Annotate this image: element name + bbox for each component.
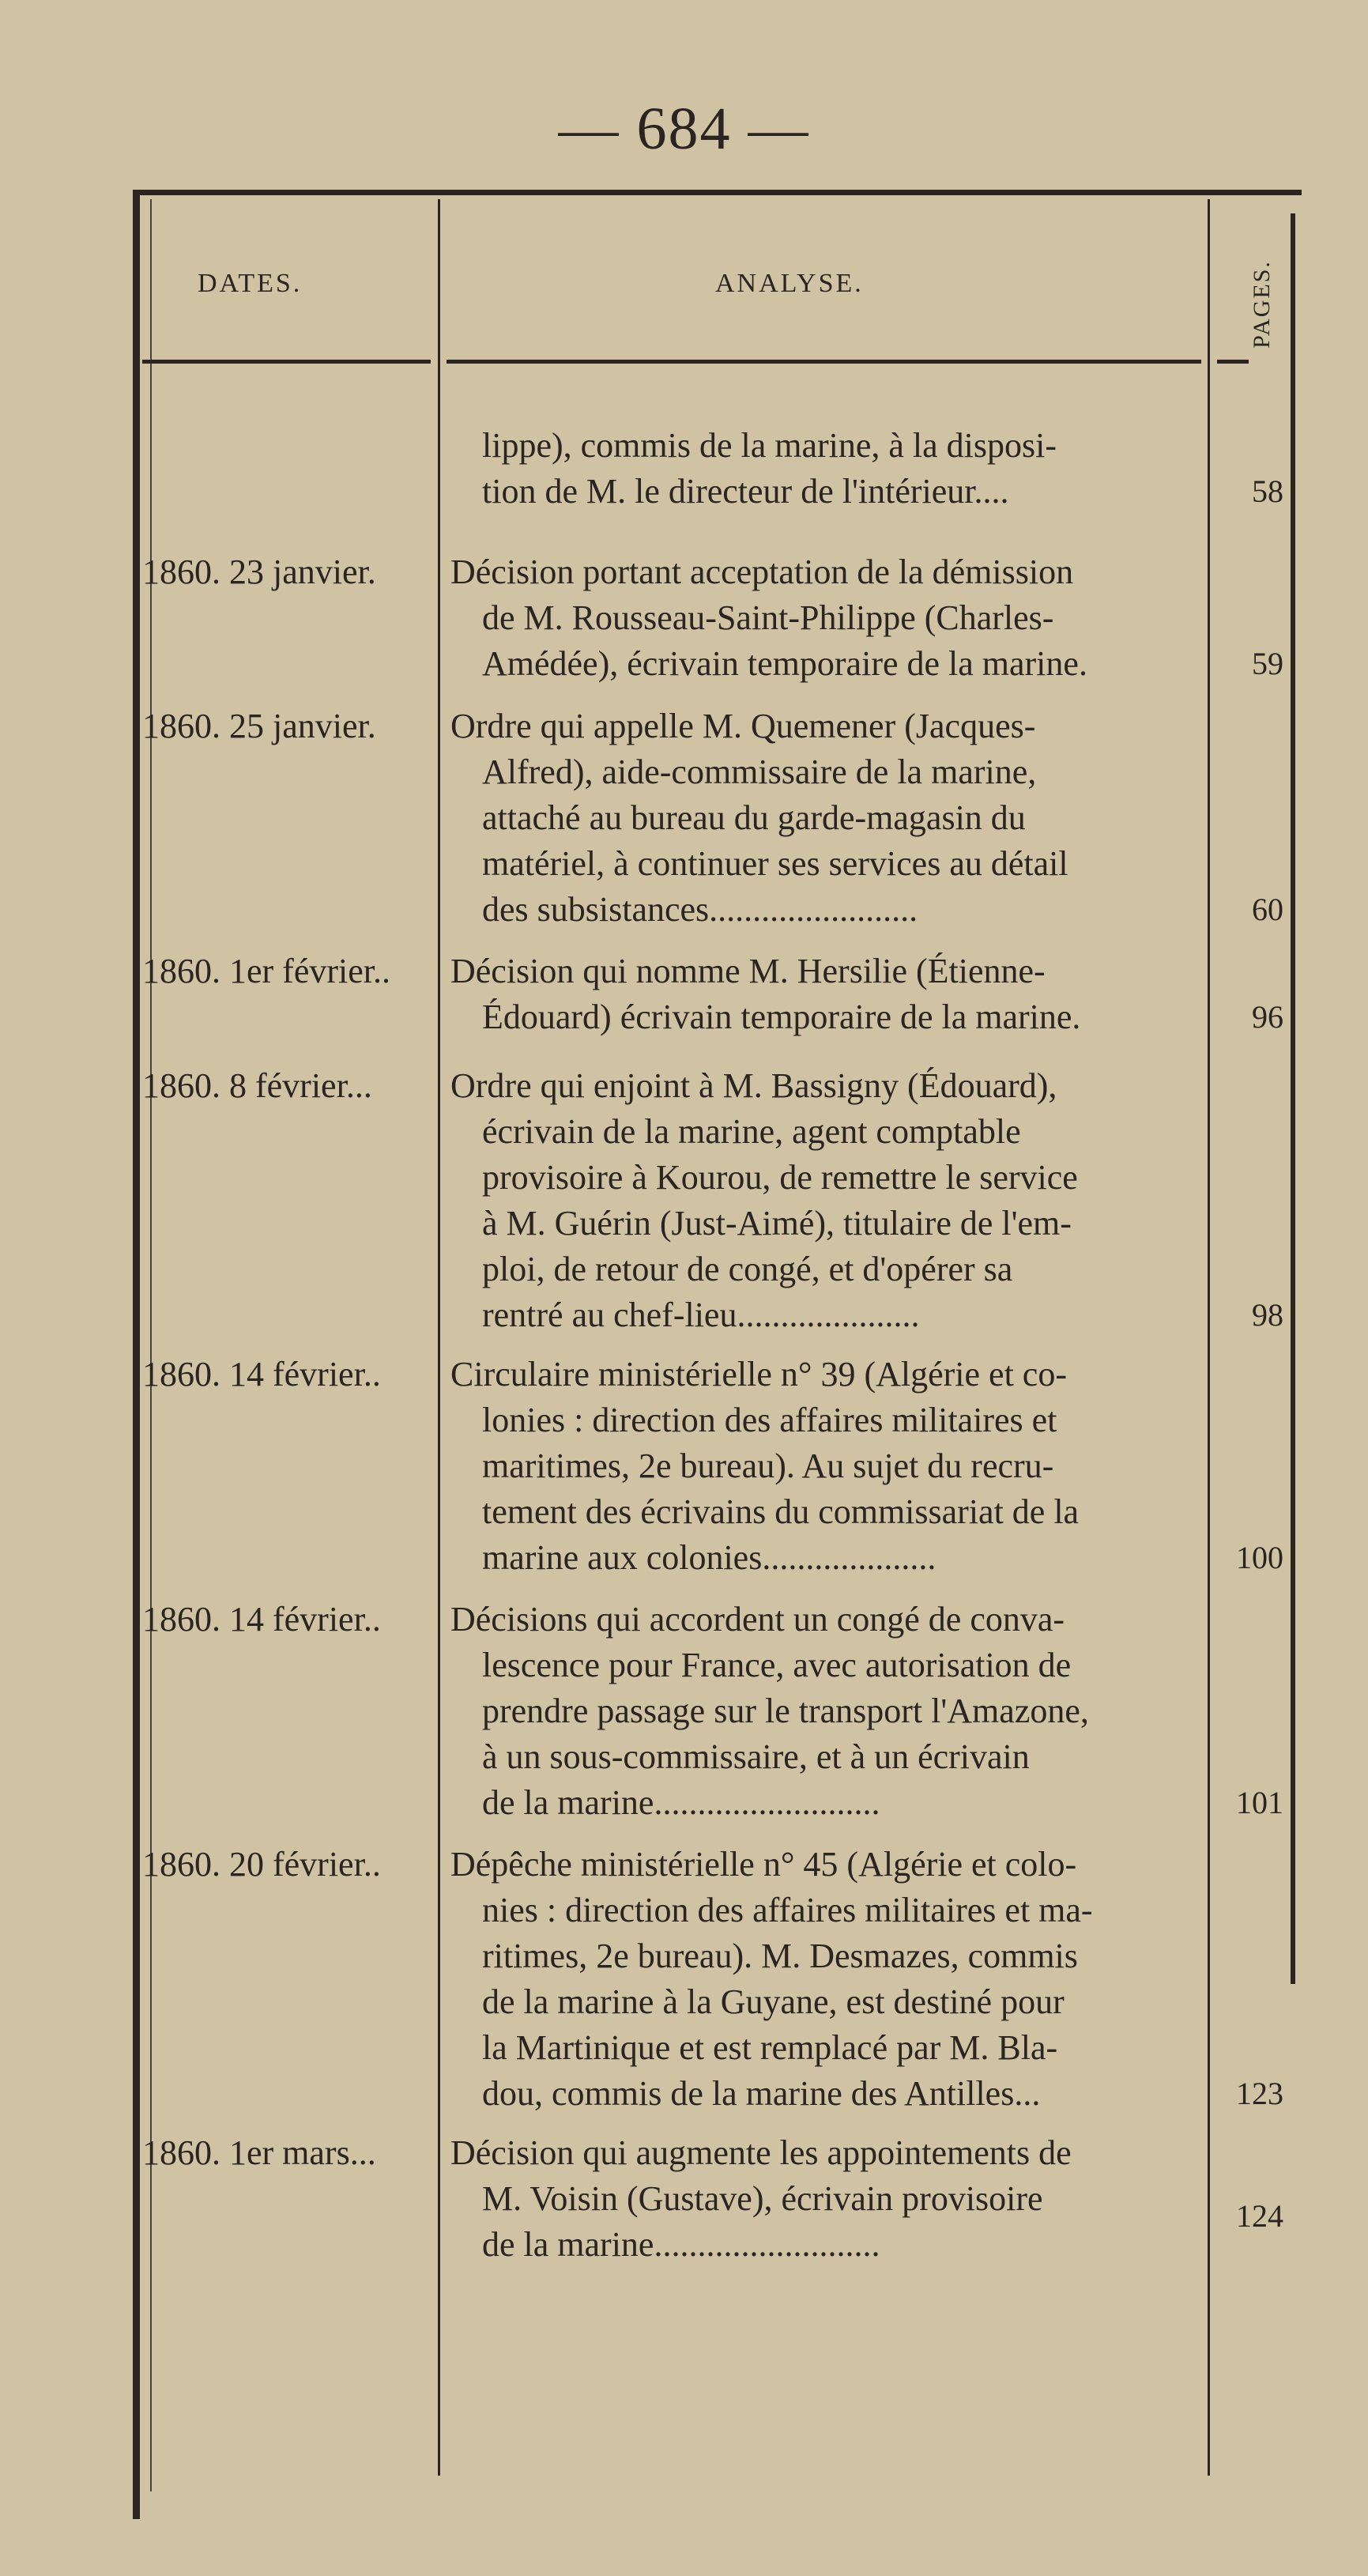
entry-analysis bbox=[450, 703, 1201, 933]
entry-date: 1860. 14 février.. bbox=[142, 1600, 381, 1639]
entry-date: 1860. 20 février.. bbox=[142, 1845, 381, 1884]
analysis-line: Ordre qui appelle M. Quemener (Jacques- bbox=[450, 707, 1036, 745]
analysis-line: attaché au bureau du garde-magasin du bbox=[482, 798, 1026, 837]
page-number: — 684 — bbox=[558, 96, 810, 162]
analysis-line: maritimes, 2e bureau). Au sujet du recru- bbox=[482, 1446, 1054, 1485]
analysis-line: Dépêche ministérielle n° 45 (Algérie et colo- bbox=[450, 1845, 1077, 1884]
entry-date: 1860. 1er mars... bbox=[142, 2133, 376, 2172]
analysis-line: de la marine.......................... bbox=[482, 2225, 880, 2264]
analysis-line: de M. Rousseau-Saint-Philippe (Charles- bbox=[482, 598, 1054, 637]
analysis-line: ploi, de retour de congé, et d'opérer sa bbox=[482, 1250, 1013, 1288]
analysis-line: Édouard) écrivain temporaire de la marine. bbox=[482, 998, 1081, 1036]
analysis-line: à un sous-commissaire, et à un écrivain bbox=[482, 1737, 1030, 1776]
analysis-line: de la marine.......................... bbox=[482, 1783, 880, 1822]
entry-page: 58 bbox=[1252, 473, 1283, 509]
analysis-line: la Martinique et est remplacé par M. Bla- bbox=[482, 2028, 1058, 2067]
analysis-line: provisoire à Kourou, de remettre le service bbox=[482, 1158, 1078, 1197]
analysis-line: Décisions qui accordent un congé de conva- bbox=[450, 1600, 1065, 1639]
analysis-line: des subsistances........................ bbox=[482, 890, 918, 929]
entry-date: 1860. 14 février.. bbox=[142, 1355, 381, 1394]
entry-page: 123 bbox=[1236, 2076, 1283, 2111]
analysis-line: marine aux colonies.................... bbox=[482, 1538, 936, 1577]
column-separator-dates bbox=[438, 199, 440, 2476]
entry-date: 1860. 25 janvier. bbox=[142, 707, 376, 745]
entry-page: 98 bbox=[1252, 1297, 1283, 1333]
header-analyse: ANALYSE. bbox=[715, 269, 864, 298]
analysis-line: lippe), commis de la marine, à la disposi- bbox=[482, 426, 1057, 465]
entry-analysis bbox=[450, 2130, 1201, 2268]
analysis-line: matériel, à continuer ses services au détail bbox=[482, 844, 1068, 883]
analysis-line: ritimes, 2e bureau). M. Desmazes, commis bbox=[482, 1937, 1078, 1975]
header-pages-label: PAGES. bbox=[1249, 260, 1275, 349]
entry-analysis bbox=[450, 549, 1201, 687]
header-rule-pages bbox=[1217, 360, 1249, 364]
analysis-line: Ordre qui enjoint à M. Bassigny (Édouard), bbox=[450, 1066, 1057, 1105]
analysis-line: lonies : direction des affaires militaires et bbox=[482, 1401, 1057, 1439]
entry-date: 1860. 23 janvier. bbox=[142, 553, 376, 591]
entry-analysis bbox=[450, 1063, 1201, 1338]
entry-page: 100 bbox=[1236, 1540, 1283, 1575]
analysis-line: tion de M. le directeur de l'intérieur.... bbox=[482, 472, 1009, 511]
entry-date: 1860. 1er février.. bbox=[142, 952, 390, 990]
entry-date: 1860. 8 février... bbox=[142, 1066, 372, 1105]
entry-page: 96 bbox=[1252, 999, 1283, 1035]
entry-analysis bbox=[450, 949, 1201, 1040]
header-rule-dates bbox=[142, 360, 431, 364]
analysis-line: Décision qui augmente les appointements de bbox=[450, 2133, 1072, 2172]
analysis-line: Décision portant acceptation de la démission bbox=[450, 553, 1074, 591]
entry-page: 59 bbox=[1252, 646, 1283, 681]
entry-analysis bbox=[450, 1842, 1201, 2117]
analysis-line: Circulaire ministérielle n° 39 (Algérie et co- bbox=[450, 1355, 1067, 1394]
column-separator-pages bbox=[1208, 199, 1210, 2476]
analysis-line: Amédée), écrivain temporaire de la marine. bbox=[482, 644, 1087, 683]
header-rule-analyse bbox=[447, 360, 1201, 364]
analysis-line: nies : direction des affaires militaires et ma- bbox=[482, 1891, 1093, 1929]
entry-analysis bbox=[450, 1597, 1201, 1826]
entry-page: 101 bbox=[1236, 1785, 1283, 1820]
analysis-line: tement des écrivains du commissariat de la bbox=[482, 1492, 1080, 1531]
analysis-line: de la marine à la Guyane, est destiné pour bbox=[482, 1982, 1065, 2021]
header-dates: DATES. bbox=[198, 269, 303, 298]
entry-page: 124 bbox=[1236, 2198, 1283, 2234]
analysis-line: dou, commis de la marine des Antilles... bbox=[482, 2074, 1041, 2113]
analysis-line: Alfred), aide-commissaire de la marine, bbox=[482, 752, 1037, 791]
analysis-line: M. Voisin (Gustave), écrivain provisoire bbox=[482, 2179, 1043, 2218]
analysis-line: rentré au chef-lieu..................... bbox=[482, 1296, 920, 1334]
table-right-rule bbox=[1291, 213, 1295, 1984]
header-pages bbox=[1245, 241, 1279, 368]
analysis-line: prendre passage sur le transport l'Amazone, bbox=[482, 1692, 1089, 1730]
analysis-line: Décision qui nomme M. Hersilie (Étienne- bbox=[450, 952, 1046, 990]
entry-analysis bbox=[450, 1352, 1201, 1581]
entry-analysis bbox=[450, 423, 1201, 515]
analysis-line: écrivain de la marine, agent comptable bbox=[482, 1112, 1021, 1151]
analysis-line: à M. Guérin (Just-Aimé), titulaire de l'em- bbox=[482, 1204, 1072, 1243]
entry-page: 60 bbox=[1252, 892, 1283, 927]
analysis-line: lescence pour France, avec autorisation de bbox=[482, 1646, 1072, 1684]
